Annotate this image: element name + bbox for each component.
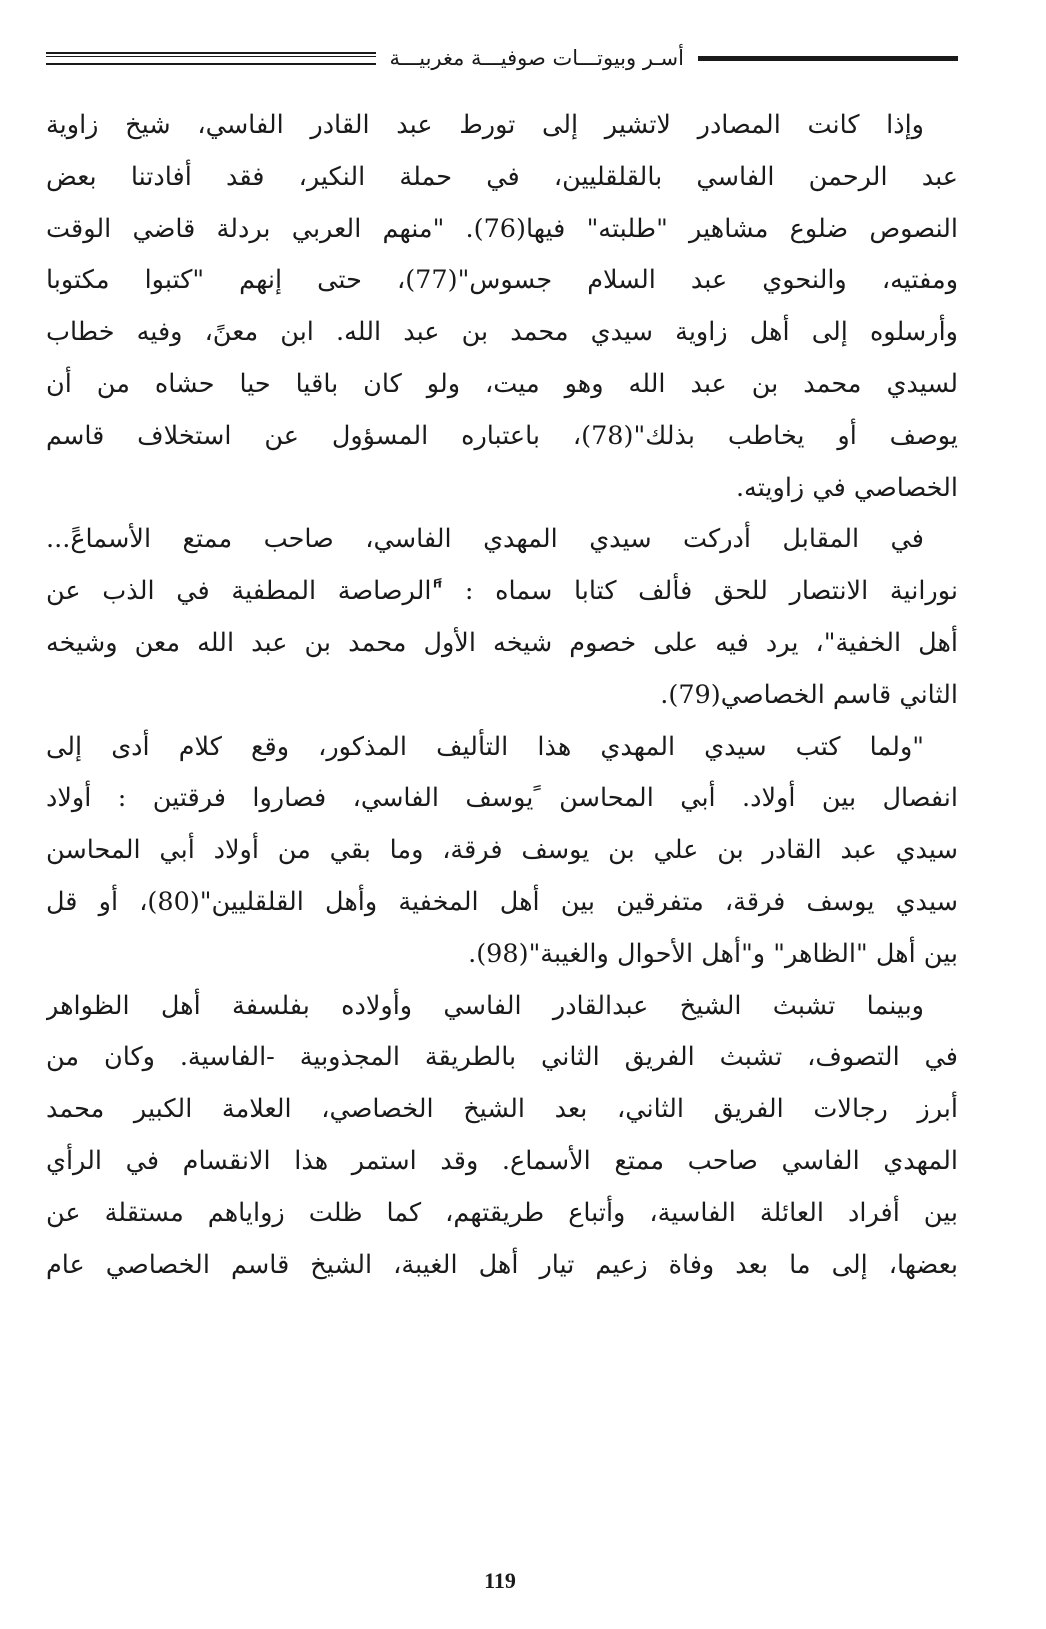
text-line: أهل الخفية"، يرد فيه على خصوم شيخه الأول محمد بن عبد الله معن وشيخه [46,627,958,658]
text-line: وأرسلوه إلى أهل زاوية سيدي محمد بن عبد الله. ابن معنً، وفيه خطاب [46,317,958,348]
text-line: عبد الرحمن الفاسي بالقلقليين، في حملة النكير، فقد أفادتنا بعض [46,161,958,192]
text-line: في التصوف، تشبث الفريق الثاني بالطريقة المجذوبية -الفاسية. وكان من [46,1042,958,1073]
text-line: أبرز رجالات الفريق الثاني، بعد الشيخ الخصاصي، العلامة الكبير محمد [46,1094,958,1125]
text-line: لسيدي محمد بن عبد الله وهو ميت، ولو كان باقيا حيا حشاه من أن [46,368,958,399]
text-line: يوصف أو يخاطب بذلك"(78)، باعتباره المسؤول عن استخلاف قاسم [46,420,958,451]
body-text [46,100,958,1291]
running-header [46,38,958,78]
text-line: في المقابل أدركت سيدي المهدي الفاسي، صاحب ممتع الأسماعً... [46,524,924,555]
text-line: انفصال بين أولاد. أبي المحاسن ًيوسف الفاسي، فصاروا فرقتين : أولاد [46,783,958,814]
running-header-title: أسـر وبيوتـــات صوفيـــة مغربيـــة [389,45,684,70]
text-line: النصوص ضلوع مشاهير "طلبته" فيها(76). "منهم العربي بردلة قاضي الوقت [46,213,958,244]
text-line: "ولما كتب سيدي المهدي هذا التأليف المذكور، وقع كلام أدى إلى [46,731,924,762]
text-line: ومفتيه، والنحوي عبد السلام جسوس"(77)، حتى إنهم "كتبوا مكتوبا [46,265,958,296]
text-line: وبينما تشبث الشيخ عبدالقادر الفاسي وأولاده بفلسفة أهل الظواهر [46,990,924,1021]
text-line: نورانية الانتصار للحق فألف كتابا سماه : "ًالرصاصة المطفية في الذب عن [46,576,958,607]
page-number: 119 [484,1568,516,1593]
text-line: بين أهل "الظاهر" و"أهل الأحوال والغيبة"(98). [468,938,958,969]
text-line: الخصاصي في زاويته. [735,472,958,503]
text-line: ًسيدي يوسف فرقة، متفرقين بين أهل المخفية وأهل القلقليين"(80)، أو قل [46,886,958,917]
text-line: بين أفراد العائلة الفاسية، وأتباع طريقتهم، كما ظلت زواياهم مستقلة عن [46,1197,958,1228]
text-line: بعضها، إلى ما بعد وفاة زعيم تيار أهل الغيبة، الشيخ قاسم الخصاصي عام [46,1249,958,1280]
header-rule-left [46,52,376,65]
text-line: الثاني قاسم الخصاصي(79). [660,679,958,710]
text-line: سيدي عبد القادر بن علي بن يوسف فرقة، وما بقي من أولاد أبي المحاسن [46,835,958,866]
text-line: وإذا كانت المصادر لاتشير إلى تورط عبد القادر الفاسي، شيخ زاوية [46,110,924,140]
text-line: المهدي الفاسي صاحب ممتع الأسماع. وقد استمر هذا الانقسام في الرأي [46,1145,958,1176]
header-rule-right [698,56,958,61]
